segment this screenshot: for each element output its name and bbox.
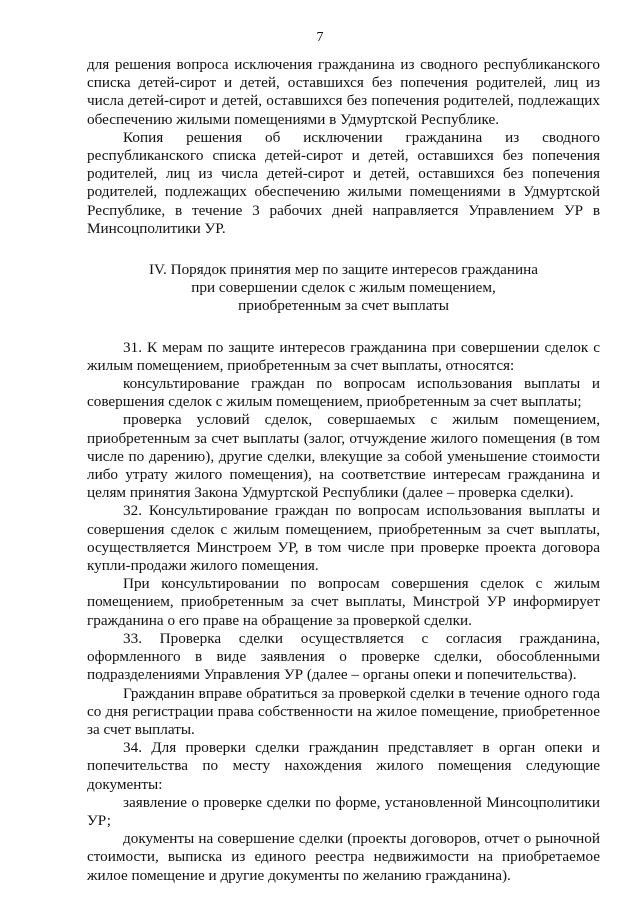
paragraph: консультирование граждан по вопросам использования выплаты и совершения сделок с жилым помещением, приобретенным за счет выплаты; (87, 375, 600, 411)
paragraph: 31. К мерам по защите интересов гражданина при совершении сделок с жилым помещением, приобретенным за счет выплаты, относятся: (87, 338, 600, 374)
paragraph: документы на совершение сделки (проекты договоров, отчет о рыночной стоимости, выписка из единого реестра недвижимости на приобретаемое жилое помещение и другие документы по желанию гражданина). (87, 830, 600, 884)
section-heading (87, 261, 600, 316)
page-number: 7 (316, 30, 324, 45)
section-heading-line: IV. Порядок принятия мер по защите интересов гражданина (148, 261, 539, 279)
paragraph: 34. Для проверки сделки гражданин представляет в орган опеки и попечительства по месту нахождения жилого помещения следующие документы: (87, 739, 600, 793)
section-heading-line: при совершении сделок с жилым помещением, (191, 279, 496, 297)
paragraph: заявление о проверке сделки по форме, установленной Минсоцполитики УР; (87, 793, 600, 829)
paragraph: Гражданин вправе обратиться за проверкой сделки в течение одного года со дня регистрации права собственности на жилое помещение, приобретенное за счет выплаты. (87, 684, 600, 738)
paragraph: проверка условий сделок, совершаемых с жилым помещением, приобретенным за счет выплаты (залог, отчуждение жилого помещения (в том числе по дарению), другие сделки, влекущие за собой уменьшение стоимости либо утрату жилого помещения), на соответствие интересам гражданина и целям принятия Закона Удмуртской Республики (далее – проверка сделки). (87, 411, 600, 502)
paragraph: для решения вопроса исключения гражданина из сводного республиканского списка детей-сирот и детей, оставшихся без попечения родителей, лиц из числа детей-сирот и детей, оставшихся без попечения родителей, подлежащих обеспечению жилыми помещениями в Удмуртской Республике. (87, 56, 600, 128)
paragraphs-before-heading (87, 56, 600, 238)
document-body (87, 56, 600, 885)
paragraph: 33. Проверка сделки осуществляется с согласия гражданина, оформленного в виде заявления о проверке сделки, обособленными подразделениями Управления УР (далее – органы опеки и попечительства). (87, 629, 600, 684)
paragraphs-after-heading (87, 339, 600, 885)
section-heading-line: приобретенным за счет выплаты (238, 297, 449, 315)
paragraph: При консультировании по вопросам совершения сделок с жилым помещением, приобретенным за счет выплаты, Минстрой УР информирует гражданина о его праве на обращение за проверкой сделки. (87, 575, 600, 629)
paragraph: 32. Консультирование граждан по вопросам использования выплаты и совершения сделок с жилым помещением, приобретенным за счет выплаты, осуществляется Минстроем УР, в том числе при проверке проекта договора купли-продажи жилого помещения. (87, 502, 600, 575)
paragraph: Копия решения об исключении гражданина из сводного республиканского списка детей-сирот и детей, оставшихся без попечения родителей, лиц из числа детей-сирот и детей, оставшихся без попечения родителей, подлежащих обеспечению жилыми помещениями в Удмуртской Республике, в течение 3 рабочих дней направляется Управлением УР в Минсоцполитики УР. (87, 128, 600, 237)
